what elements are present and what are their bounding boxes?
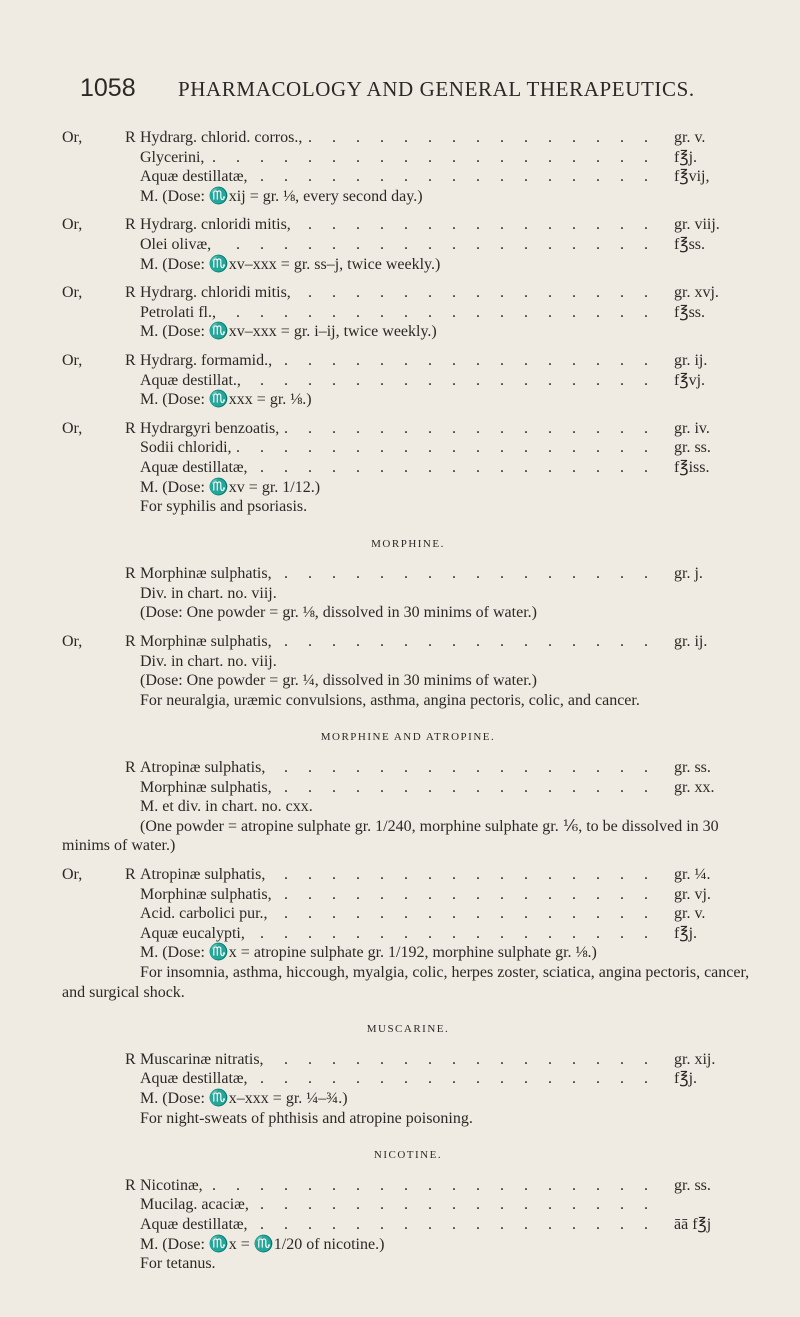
ingredient-amount: gr. iv. (674, 419, 710, 437)
ingredient-text: Morphinæ sulphatis, (140, 565, 277, 582)
note-text: (Dose: One powder = gr. ¼, dissolved in 30 minims of water.) (140, 672, 537, 690)
prescription-note (62, 1109, 754, 1129)
ingredient-line (62, 371, 754, 391)
ingredient-name (140, 215, 666, 235)
ingredient-amount: gr. vj. (674, 885, 711, 903)
ingredient-text: Aquæ destillat., (140, 372, 246, 389)
note-text: M. (Dose: ♏xv–xxx = gr. i–ij, twice weekly.) (140, 323, 437, 341)
prescription-note (62, 390, 754, 410)
ingredient-line (62, 904, 754, 924)
prescription (62, 283, 754, 342)
ingredient-name (140, 885, 666, 905)
ingredient-name (140, 924, 666, 944)
ingredient-amount: f℥ss. (674, 303, 706, 321)
indication-text (62, 817, 754, 856)
ingredient-text: Sodii chloridi, (140, 439, 237, 456)
ingredient-name (140, 235, 666, 255)
note-text: For tetanus. (140, 1255, 216, 1273)
prescription (62, 632, 754, 710)
ingredient-name (140, 632, 666, 652)
prescription (62, 351, 754, 410)
prescription (62, 1176, 754, 1274)
prescription (62, 758, 754, 856)
ingredient-name (140, 351, 666, 371)
ingredient-name (140, 283, 666, 303)
ingredient-line (62, 283, 754, 303)
ingredient-text: Olei olivæ, (140, 236, 216, 253)
ingredient-text: Aquæ destillatæ, (140, 168, 253, 185)
recipe-symbol: R (125, 565, 136, 583)
recipe-symbol: R (125, 1050, 136, 1068)
ingredient-text: Acid. carbolici pur., (140, 905, 273, 922)
section-heading-morphine: MORPHINE. (371, 537, 445, 550)
prescription-note (62, 797, 754, 817)
ingredient-line (62, 1215, 754, 1235)
mercury-prescriptions (62, 128, 754, 517)
prescription-note (62, 1235, 754, 1255)
ingredient-name (140, 167, 666, 187)
note-text: M. et div. in chart. no. cxx. (140, 798, 313, 816)
ingredient-amount: gr. ¼. (674, 866, 711, 883)
prescription-note (62, 671, 754, 691)
or-label: Or, (62, 129, 83, 146)
ingredient-amount: gr. xx. (674, 778, 715, 796)
recipe-symbol: R (125, 633, 136, 651)
section-heading-muscarine: MUSCARINE. (366, 1023, 450, 1036)
ingredient-name (140, 303, 666, 323)
ingredient-line (62, 885, 754, 905)
ingredient-line (62, 128, 754, 148)
running-title: PHARMACOLOGY AND GENERAL THERAPEUTICS. (178, 77, 695, 101)
ingredient-amount: gr. ss. (674, 1176, 711, 1194)
or-label: Or, (62, 633, 83, 651)
ingredient-name (140, 1050, 666, 1070)
ingredient-name (140, 371, 666, 391)
ingredient-line (62, 778, 754, 798)
ingredient-text: Muscarinæ nitratis, (140, 1051, 269, 1068)
ingredient-line (62, 351, 754, 371)
ingredient-amount: gr. ij. (674, 633, 708, 651)
ingredient-line (62, 1176, 754, 1196)
prescription-note (62, 584, 754, 604)
note-text: M. (Dose: ♏x = ♏1/20 of nicotine.) (140, 1235, 385, 1253)
recipe-symbol: R (125, 419, 136, 437)
morphine-prescriptions (62, 564, 754, 710)
ingredient-line (62, 632, 754, 652)
or-label: Or, (62, 419, 83, 437)
ingredient-text: Nicotinæ, (140, 1177, 208, 1194)
prescription-note (62, 478, 754, 498)
ingredient-amount: gr. j. (674, 565, 703, 583)
note-text: M. (Dose: ♏x–xxx = gr. ¼–¾.) (140, 1089, 348, 1107)
prescription (62, 419, 754, 517)
ingredient-text: Hydrarg. chlorid. corros., (140, 129, 307, 146)
ingredient-name (140, 148, 666, 168)
ingredient-text: Morphinæ sulphatis, (140, 779, 277, 796)
ingredient-name (140, 1176, 666, 1196)
ingredient-name (140, 458, 666, 478)
page-content (62, 128, 754, 1283)
section-heading-nicotine: NICOTINE. (373, 1149, 443, 1162)
ingredient-line (62, 1050, 754, 1070)
ingredient-line (62, 215, 754, 235)
ingredient-text: Hydrargyri benzoatis, (140, 420, 284, 437)
or-label: Or, (62, 284, 83, 302)
ingredient-name (140, 758, 666, 778)
ingredient-text: Atropinæ sulphatis, (140, 866, 270, 883)
ingredient-name (140, 1195, 666, 1215)
note-text: M. (Dose: ♏x = atropine sulphate gr. 1/192, morphine sulphate gr. ⅛.) (140, 944, 597, 962)
muscarine-prescriptions (62, 1050, 754, 1128)
ingredient-name (140, 438, 666, 458)
prescription-note (62, 255, 754, 275)
prescription (62, 215, 754, 274)
ingredient-text: Aquæ destillatæ, (140, 459, 253, 476)
prescription-note (62, 603, 754, 623)
recipe-symbol: R (125, 351, 136, 369)
ingredient-amount: f℥j. (674, 148, 698, 166)
ingredient-line (62, 235, 754, 255)
ingredient-text: Hydrarg. formamid., (140, 352, 277, 369)
ingredient-text: Hydrarg. chloridi mitis, (140, 284, 296, 301)
recipe-symbol: R (125, 866, 136, 883)
recipe-symbol: R (125, 284, 136, 302)
ingredient-text: Aquæ destillatæ, (140, 1070, 253, 1087)
ingredient-line (62, 1195, 754, 1215)
ingredient-amount: gr. viij. (674, 216, 720, 234)
ingredient-line (62, 438, 754, 458)
ingredient-amount: gr. ss. (674, 759, 711, 777)
ingredient-amount: gr. ij. (674, 351, 708, 369)
note-text: For night-sweats of phthisis and atropine poisoning. (140, 1109, 473, 1127)
ingredient-line (62, 564, 754, 584)
ingredient-amount: f℥vj. (674, 371, 706, 389)
ingredient-line (62, 758, 754, 778)
ingredient-name (140, 564, 666, 584)
morphine-atropine-prescriptions (62, 758, 754, 1002)
ingredient-amount: f℥j. (674, 924, 698, 942)
prescription (62, 865, 754, 1002)
note-text: (Dose: One powder = gr. ⅛, dissolved in 30 minims of water.) (140, 604, 537, 622)
ingredient-amount: gr. xij. (674, 1050, 716, 1068)
ingredient-name (140, 1215, 666, 1235)
ingredient-amount: āā f℥j (674, 1215, 712, 1233)
ingredient-name (140, 778, 666, 798)
ingredient-text: Mucilag. acaciæ, (140, 1196, 254, 1213)
note-text: M. (Dose: ♏xv = gr. 1/12.) (140, 478, 321, 496)
ingredient-name (140, 1069, 666, 1089)
or-label: Or, (62, 866, 83, 883)
note-text: M. (Dose: ♏xv–xxx = gr. ss–j, twice weekly.) (140, 255, 441, 273)
prescription-note (62, 652, 754, 672)
ingredient-amount: gr. v. (674, 129, 706, 146)
ingredient-text: Atropinæ sulphatis, (140, 759, 270, 776)
ingredient-line (62, 419, 754, 439)
prescription (62, 128, 754, 206)
ingredient-line (62, 303, 754, 323)
note-text: M. (Dose: ♏xxx = gr. ⅛.) (140, 391, 312, 409)
indication-text (62, 963, 754, 1002)
ingredient-amount: f℥ss. (674, 235, 706, 253)
page-header (80, 74, 740, 108)
ingredient-amount: gr. v. (674, 905, 706, 923)
recipe-symbol: R (125, 759, 136, 777)
note-text: M. (Dose: ♏xij = gr. ⅛, every second day.) (140, 187, 423, 205)
prescription-note (62, 1089, 754, 1109)
indication-body: For insomnia, asthma, hiccough, myalgia, colic, herpes zoster, sciatica, angina pectoris, cancer, and surgical shock. (62, 963, 750, 1001)
ingredient-text: Hydrarg. cnloridi mitis, (140, 216, 296, 233)
ingredient-amount: f℥iss. (674, 458, 710, 476)
ingredient-line (62, 148, 754, 168)
ingredient-line (62, 865, 754, 885)
ingredient-text: Morphinæ sulphatis, (140, 633, 277, 650)
prescription-note (62, 187, 754, 207)
prescription-note (62, 943, 754, 963)
ingredient-name (140, 904, 666, 924)
ingredient-text: Aquæ eucalypti, (140, 925, 250, 942)
prescription-note (62, 497, 754, 517)
ingredient-line (62, 167, 754, 187)
ingredient-text: Morphinæ sulphatis, (140, 886, 277, 903)
recipe-symbol: R (125, 129, 136, 146)
ingredient-name (140, 128, 666, 148)
ingredient-amount: f℥vij, (674, 168, 710, 186)
ingredient-text: Aquæ destillatæ, (140, 1216, 253, 1233)
recipe-symbol: R (125, 216, 136, 234)
or-label: Or, (62, 216, 83, 234)
ingredient-amount: f℥j. (674, 1070, 698, 1088)
ingredient-text: Glycerini, (140, 149, 209, 166)
prescription (62, 564, 754, 623)
page-number: 1058 (80, 74, 136, 102)
ingredient-line (62, 1069, 754, 1089)
ingredient-amount: gr. ss. (674, 439, 711, 457)
or-label: Or, (62, 351, 83, 369)
ingredient-amount: gr. xvj. (674, 284, 719, 302)
nicotine-prescriptions (62, 1176, 754, 1274)
prescription-note (62, 322, 754, 342)
indication-body: For neuralgia, uræmic convulsions, asthma, angina pectoris, colic, and cancer. (140, 691, 640, 709)
note-text: For syphilis and psoriasis. (140, 498, 308, 516)
recipe-symbol: R (125, 1176, 136, 1194)
indication-text (62, 691, 754, 711)
note-text: Div. in chart. no. viij. (140, 652, 277, 670)
ingredient-text: Petrolati fl., (140, 304, 221, 321)
prescription-note (62, 1254, 754, 1274)
ingredient-line (62, 924, 754, 944)
ingredient-line (62, 458, 754, 478)
note-text: Div. in chart. no. viij. (140, 584, 277, 602)
section-heading-morphine-atropine: MORPHINE AND ATROPINE. (320, 731, 496, 744)
prescription (62, 1050, 754, 1128)
ingredient-name (140, 419, 666, 439)
ingredient-name (140, 865, 666, 885)
indication-body: (One powder = atropine sulphate gr. 1/240, morphine sulphate gr. ⅙, to be dissolved in 30 minims of water.) (62, 817, 719, 855)
